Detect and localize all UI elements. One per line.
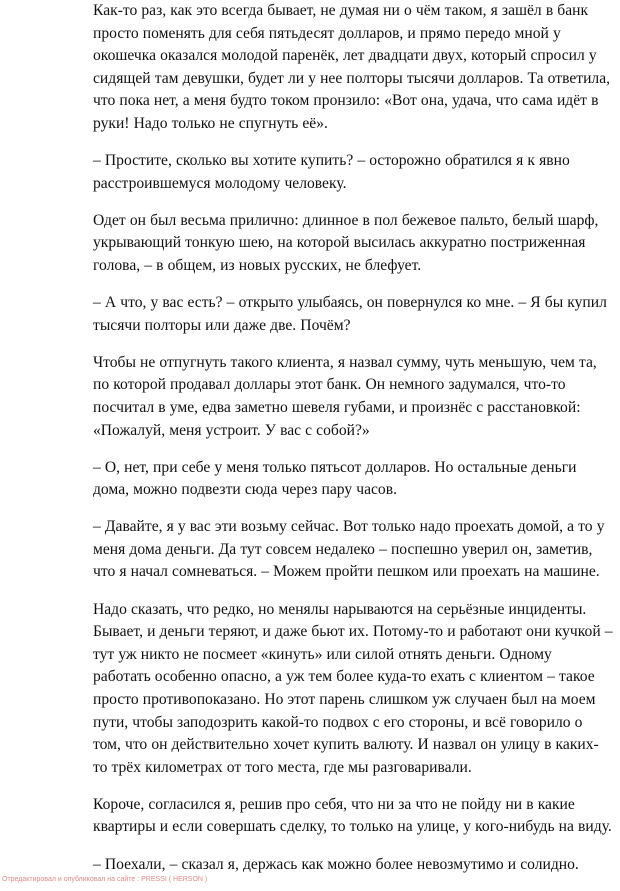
- footer-watermark: Отредактировал и опубликовал на сайте : PRESSI ( HERSON ): [2, 876, 208, 883]
- paragraph: – Поехали, – сказал я, держась как можно более невозмутимо и солидно.: [93, 855, 579, 873]
- paragraph: Одет он был весьма прилично: длинное в пол бежевое пальто, белый шарф, укрывающий тонкую шею, на которой высилась аккуратно постриженная голова, – в общем, из новых русских, не блефует.: [93, 211, 599, 274]
- paragraph: – Давайте, я у вас эти возьму сейчас. Вот только надо проехать домой, а то у меня дома деньги. Да тут совсем недалеко – поспешно уверил он, заметив, что я начал сомневаться. – Можем пройти пешком или проехать на машине.: [93, 518, 605, 581]
- paragraph: Короче, согласился я, решив про себя, что ни за что не пойду ни в какие квартиры и если совершать сделку, то только на улице, у кого-нибудь на виду.: [93, 795, 612, 836]
- paragraph: – О, нет, при себе у меня только пятьсот долларов. Но остальные деньги дома, можно подвезти сюда через пару часов.: [93, 458, 577, 499]
- paragraph: Надо сказать, что редко, но менялы нарываются на серьёзные инциденты. Бывает, и деньги теряют, и даже бьют их. Потому-то и работают они кучкой – тут уж никто не посмеет «кинуть» или силой отнять деньги. Одному работать особенно опасно, а уж тем более куда-то ехать с клиентом – такое просто противопоказано. Но этот парень слишком уж случаен был на моем пути, чтобы заподозрить какой-то подвох с его стороны, и всё говорило о том, что он действительно хочет купить валюту. И назвал он улицу в каких-то трёх километрах от того места, где мы разговаривали.: [93, 600, 613, 776]
- document-page: [93, 0, 613, 891]
- paragraph: – Простите, сколько вы хотите купить? – осторожно обратился я к явно расстроившемуся молодому человеку.: [93, 152, 570, 192]
- paragraph: – А что, у вас есть? – открыто улыбаясь, он повернулся ко мне. – Я бы купил тысячи полторы или даже две. Почём?: [93, 294, 607, 334]
- paragraph: Чтобы не отпугнуть такого клиента, я назвал сумму, чуть меньшую, чем та, по которой продавал доллары этот банк. Он немного задумался, что-то посчитал в уме, едва заметно шевеля губами, и произнёс с расстановкой: «Пожалуй, меня устроит. У вас с собой?»: [93, 353, 597, 439]
- paragraph: Как-то раз, как это всегда бывает, не думая ни о чём таком, я зашёл в банк просто поменять для себя пятьдесят долларов, и прямо передо мной у окошечка оказался молодой паренёк, лет двадцати двух, который спросил у сидящей там девушки, будет ли у нее полторы тысячи долларов. Та ответила, что пока нет, а меня будто током пронзило: «Вот она, удача, что сама идёт в руки! Надо только не спугнуть её».: [93, 2, 611, 132]
